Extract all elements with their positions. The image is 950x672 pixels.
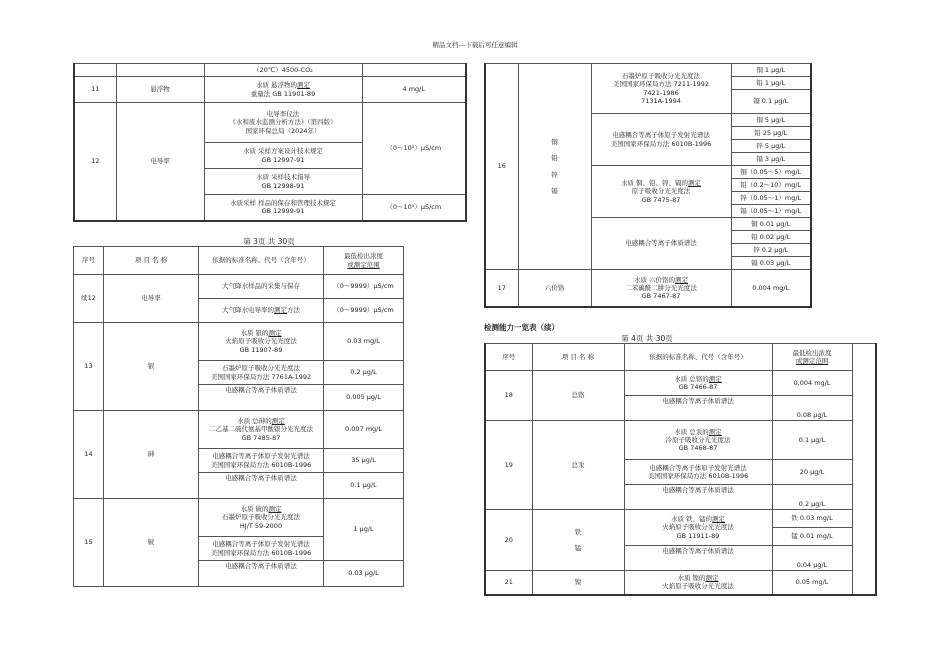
item-name: 银 [104, 323, 199, 411]
basis: 水质 采样技术指导 GB 12998-91 [204, 169, 362, 195]
item-name: 铜 铅 锌 镉 [518, 64, 591, 270]
limit: 0.03 μg/L [324, 561, 404, 587]
cell: （20℃）4500-CO₂ [204, 64, 362, 77]
basis: 水质 采样方案设计技术规定 GB 12997-91 [204, 143, 362, 169]
basis: 电感耦合等离子体质谱法 [199, 385, 324, 411]
limit: 0.1 μg/L [324, 473, 404, 499]
limit: （0～9999）μS/cm [324, 275, 404, 299]
item-name: 砷 [104, 411, 199, 499]
limit: 铅 0.02 μg/L [731, 231, 811, 244]
limit: 0.007 mg/L [324, 411, 404, 449]
limit: 镉 0.03 μg/L [731, 257, 811, 270]
row-no: 21 [485, 571, 532, 595]
item-name: 总铬 [532, 371, 624, 421]
limit: 铅 25 μg/L [731, 127, 811, 140]
item-name: 铍 [104, 499, 199, 587]
limit: 0.005 μg/L [324, 385, 404, 411]
item-name: 铁 锰 [532, 510, 624, 571]
item-name: 电导率 [116, 103, 204, 221]
limit: 0.05 mg/L [772, 571, 852, 595]
limit: （0～10⁵）μS/cm [362, 103, 466, 195]
basis: 电感耦合等离子体质谱法 [591, 218, 731, 270]
basis: 水质 铁、锰的测定 火焰原子吸收分光光度法 GB 11911-89 [624, 510, 772, 546]
table-page3-main [73, 246, 404, 587]
basis: 水质 总铬的测定 GB 7466-87 [624, 371, 772, 396]
basis: 水质 总汞的测定 冷原子吸收分光光度法 GB 7468-87 [624, 421, 772, 460]
limit: 镉 0.1 μg/L [731, 90, 811, 114]
page-number-4: 第 4页 共 30页 [621, 334, 673, 343]
item-name: 电导率 [104, 275, 199, 323]
limit: 4 mg/L [362, 77, 466, 103]
basis: 水质 悬浮物的测定 重量法 GB 11901-89 [204, 77, 362, 103]
table-page4-main [484, 343, 877, 596]
item-name: 悬浮物 [116, 77, 204, 103]
basis: 电感耦合等离子体质谱法 [199, 473, 324, 499]
basis: 大气降水电导率的测定方法 [199, 299, 324, 323]
limit: 铅 1 μg/L [731, 77, 811, 90]
basis: 水质 六价铬的测定 二苯碳酰二肼分光光度法 GB 7467-87 [591, 270, 731, 307]
limit: 0.04 μg/L [772, 546, 852, 571]
basis: 电感耦合等离子体原子发射光谱法 美国国家环保局方法 6010B-1996 [199, 449, 324, 473]
basis: 电感耦合等离子体原子发射光谱法 美国国家环保局方法 6010B-1996 [591, 114, 731, 166]
limit: （0～10⁵）μS/cm [362, 195, 466, 221]
limit: 0.2 μg/L [324, 361, 404, 385]
row-no: 12 [74, 103, 116, 221]
limit: 铜 0.01 μg/L [731, 218, 811, 231]
page-header: 精品文档---下载后可任意编辑 [432, 41, 518, 49]
basis: 电感耦合等离子体质谱法 [624, 396, 772, 421]
row-no: 18 [485, 371, 532, 421]
limit: 0.2 μg/L [772, 485, 852, 510]
limit: 锌 0.2 μg/L [731, 244, 811, 257]
basis: 电感耦合等离子体原子发射光谱法 美国国家环保局方法 6010B-1996 [624, 460, 772, 485]
limit: 铜（0.05～5）mg/L [731, 166, 811, 179]
col-header-limit: 最低检出浓度 或测定范围 [324, 247, 404, 275]
basis: 水质 银的测定 火焰原子吸收分光光度法 GB 11907-89 [199, 323, 324, 361]
col-header-basis: 依据的标准名称、代号（含年号） [199, 247, 324, 275]
col-header-no: 序号 [74, 247, 104, 275]
limit: 镉 3 μg/L [731, 153, 811, 166]
row-no: 13 [74, 323, 104, 411]
limit: 铜 1 μg/L [731, 64, 811, 77]
row-no: 15 [74, 499, 104, 587]
limit: 1 μg/L [324, 499, 404, 561]
item-name: 总汞 [532, 421, 624, 510]
col-header-limit: 最低检出浓度 或测定范围 [772, 344, 852, 371]
col-header-no: 序号 [485, 344, 532, 371]
limit: 锰 0.01 mg/L [772, 528, 852, 546]
limit: 锌（0.05～1）mg/L [731, 192, 811, 205]
table-caption: 检测能力一览表（续） [484, 323, 559, 332]
limit: 铅（0.2～10）mg/L [731, 179, 811, 192]
limit: 0.08 μg/L [772, 396, 852, 421]
table-page3-top [73, 63, 467, 222]
basis: 水质 铍的测定 石墨炉原子吸收分光光度法 HJ/T 59-2000 [199, 499, 324, 537]
row-no: 续12 [74, 275, 104, 323]
basis: 水质 铜、铅、锌、镉的测定 原子吸收分光光度法 GB 7475-87 [591, 166, 731, 218]
limit: 镉（0.05～1）mg/L [731, 205, 811, 218]
row-no: 17 [485, 270, 518, 307]
row-no: 14 [74, 411, 104, 499]
row-no: 20 [485, 510, 532, 571]
limit: 0.004 mg/L [731, 270, 811, 307]
basis: 电感耦合等离子体质谱法 [199, 561, 324, 587]
basis: 水质 总砷的测定 二乙基二硫代氨基甲酸银分光光度法 GB 7485-87 [199, 411, 324, 449]
page-number-3: 第 3页 共 30页 [243, 237, 295, 246]
basis: 电导率仪法 《水和废水监测分析方法》（第四版） 国家环保总局（2024年） [204, 103, 362, 143]
basis: 水质采样 样品的保存和管理技术规定 GB 12999-91 [204, 195, 362, 221]
col-header-item: 项 目 名 称 [104, 247, 199, 275]
table-page4-top [484, 63, 812, 308]
col-header-basis: 依据的标准名称、代号（含年号） [624, 344, 772, 371]
basis: 水质 镍的测定 火焰原子吸收分光光度法 [624, 571, 772, 595]
item-name: 六价铬 [518, 270, 591, 307]
item-name: 镍 [532, 571, 624, 595]
basis: 石墨炉原子吸收分光光度法 美国国家环保局方法 7211-1992 7421-1986 7131A-1994 [591, 64, 731, 114]
limit: 0.1 μg/L [772, 421, 852, 460]
limit: 锌 5 μg/L [731, 140, 811, 153]
basis: 电感耦合等离子体原子发射光谱法 美国国家环保局方法 6010B-1996 [199, 537, 324, 561]
col-header-item: 项 目 名 称 [532, 344, 624, 371]
basis: 电感耦合等离子体质谱法 [624, 485, 772, 510]
limit: 铁 0.03 mg/L [772, 510, 852, 528]
limit: 铜 5 μg/L [731, 114, 811, 127]
row-no: 19 [485, 421, 532, 510]
basis: 大气降水样品的采集与保存 [199, 275, 324, 299]
row-no: 16 [485, 64, 518, 270]
row-no: 11 [74, 77, 116, 103]
limit: 0.004 mg/L [772, 371, 852, 396]
limit: 20 μg/L [772, 460, 852, 485]
limit: （0～9999）μS/cm [324, 299, 404, 323]
basis: 电感耦合等离子体质谱法 [624, 546, 772, 571]
basis: 石墨炉原子吸收分光光度法 美国国家环保局方法 7761A-1992 [199, 361, 324, 385]
limit: 0.03 mg/L [324, 323, 404, 361]
limit: 35 μg/L [324, 449, 404, 473]
